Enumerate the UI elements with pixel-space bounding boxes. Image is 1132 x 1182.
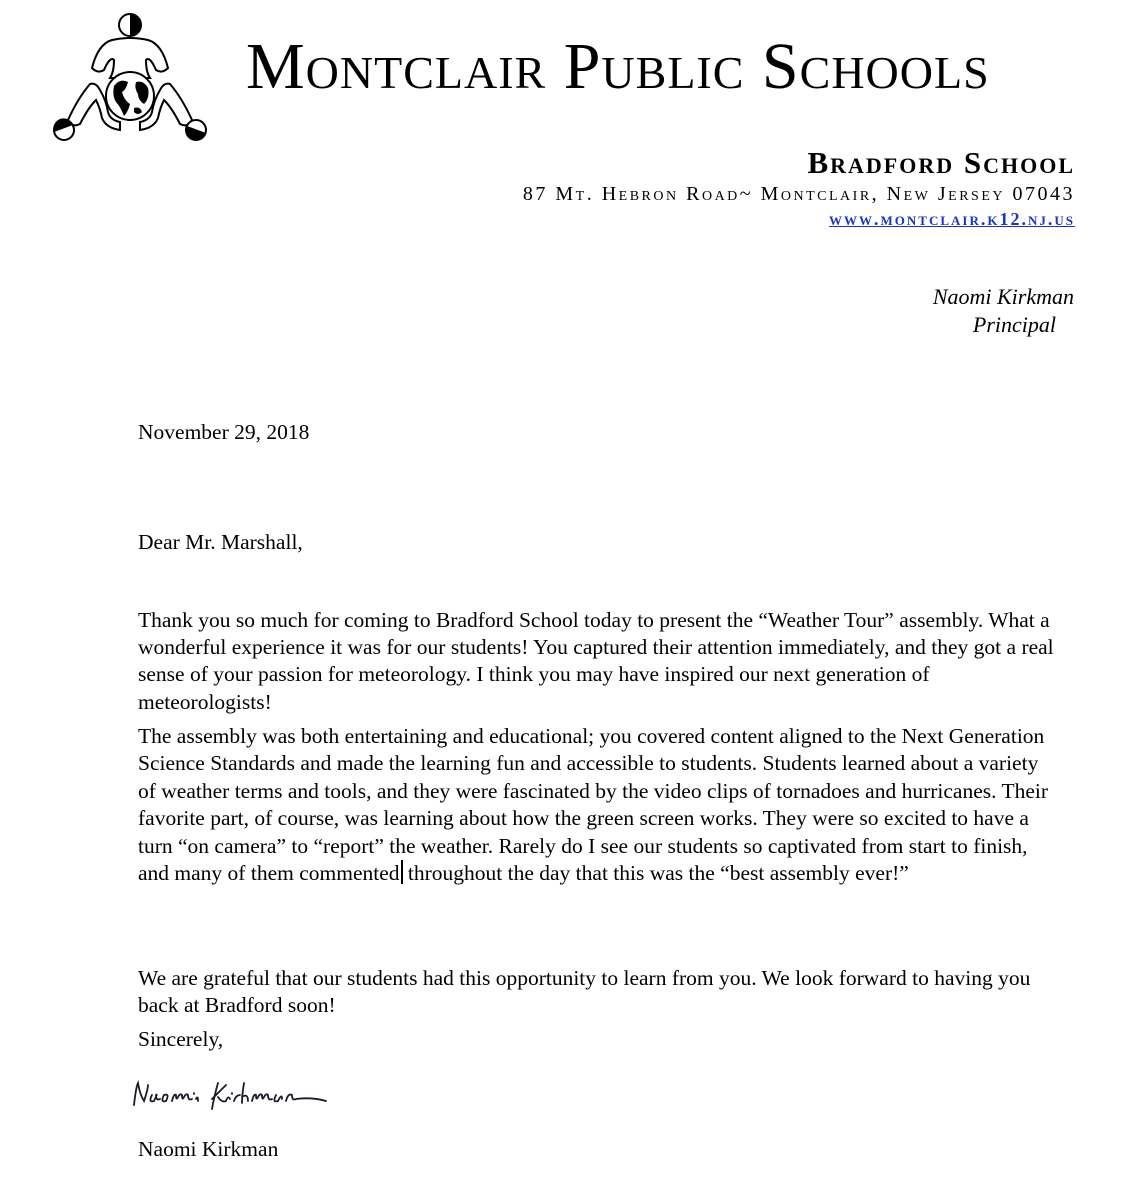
principal-block	[933, 283, 1074, 339]
salutation: Dear Mr. Marshall,	[138, 530, 303, 554]
paragraph-1: Thank you so much for coming to Bradford School today to present the “Weather Tour” assembly. What a wonderful experience it was for our students! You captured their attention immediately, and they got a real sense of your passion for meteorology. I think you may have inspired our next generation of meteorologists!	[138, 607, 1054, 714]
school-name: Bradford School	[807, 145, 1075, 180]
text-cursor	[401, 860, 403, 884]
paragraph-2-end: throughout the day that this was the “best assembly ever!”	[407, 861, 909, 886]
paragraph-2-text: The assembly was both entertaining and educational; you covered content aligned to the Next Generation Science Standards and made the learning fun and accessible to students. Students learned about a variety of weather terms and tools, and they were fascinated by the video clips of tornadoes and hurricanes. Their favorite part, of course, was learning about how the green screen works. They were so excited to have a turn “on camera” to “report” the weather. Rarely do I see our students so captivated from start to finish, and many of them commented	[138, 724, 1049, 886]
website-link[interactable]: www.montclair.k12.nj.us	[829, 209, 1075, 230]
district-logo-icon	[50, 8, 210, 143]
closing: Sincerely,	[138, 1027, 224, 1051]
letter-date: November 29, 2018	[138, 420, 310, 444]
signer-name: Naomi Kirkman	[138, 1137, 279, 1161]
paragraph-3: We are grateful that our students had this opportunity to learn from you. We look forward to having you back at Bradford soon!	[138, 965, 1031, 1017]
school-info	[523, 146, 1075, 232]
principal-name: Naomi Kirkman	[932, 284, 1074, 309]
paragraph-2	[138, 723, 1058, 887]
school-address: 87 Mt. Hebron Road~ Montclair, New Jersey 07043	[522, 183, 1075, 206]
signature-icon	[126, 1075, 336, 1115]
principal-title: Principal	[972, 312, 1056, 337]
district-name: Montclair Public Schools	[246, 30, 990, 103]
